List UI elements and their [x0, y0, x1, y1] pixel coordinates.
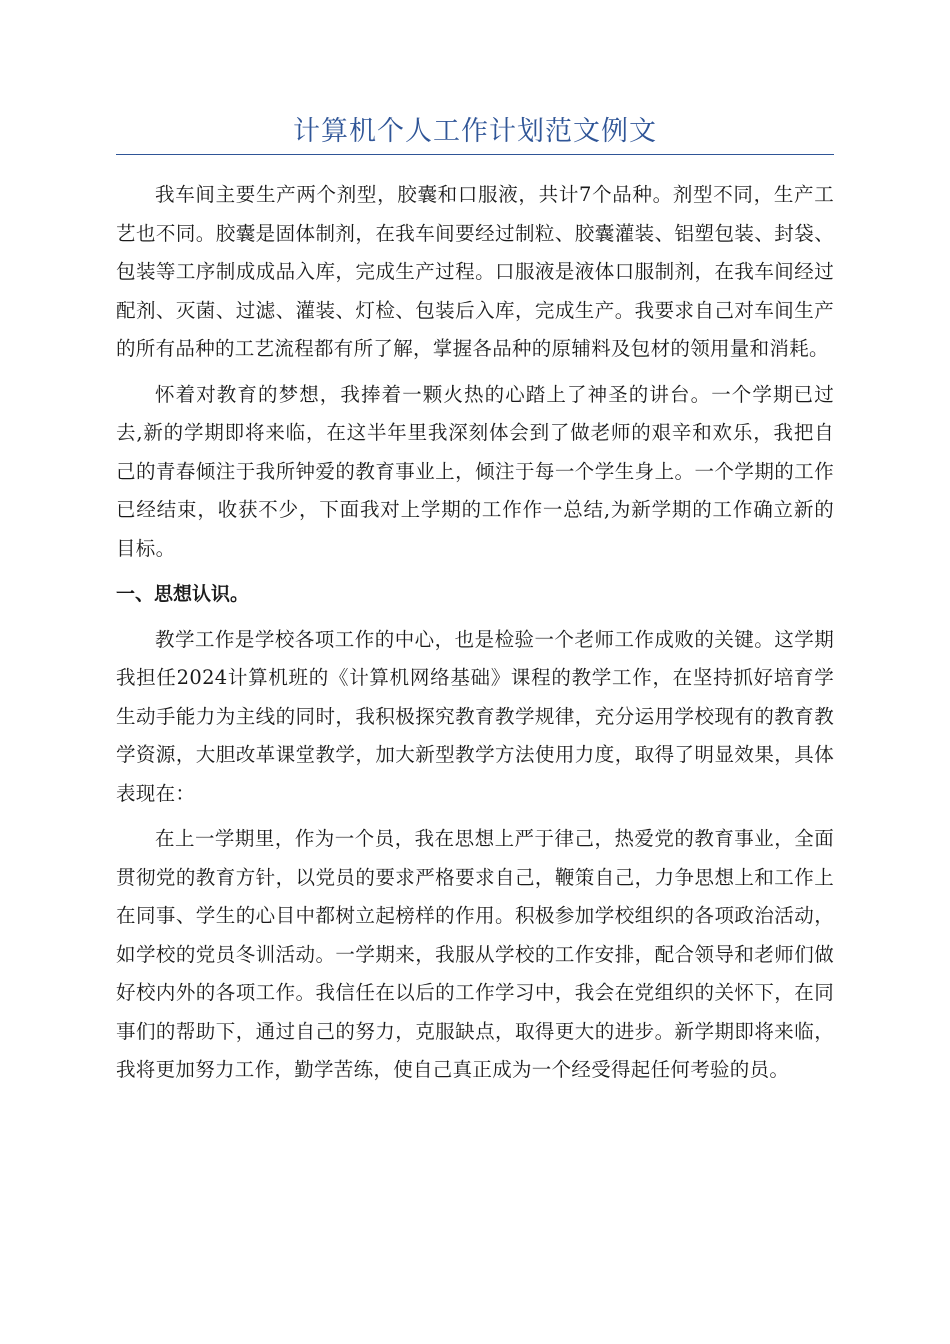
section-heading: 一、思想认识。 — [116, 583, 250, 605]
paragraph: 在上一学期里，作为一个员，我在思想上严于律己，热爱党的教育事业，全面贯彻党的教育方针，以党员的要求严格要求自己，鞭策自己，力争思想上和工作上在同事、学生的心目中都树立起榜样的作用。积极参加学校组织的各项政治活动，如学校的党员冬训活动。一学期来，我服从学校的工作安排，配合领导和老师们做好校内外的各项工作。我信任在以后的工作学习中，我会在党组织的关怀下，在同事们的帮助下，通过自己的努力，克服缺点，取得更大的进步。新学期即将来临，我将更加努力工作，勤学苦练，使自己真正成为一个经受得起任何考验的员。 — [116, 827, 834, 1081]
paragraph: 怀着对教育的梦想，我捧着一颗火热的心踏上了神圣的讲台。一个学期已过去,新的学期即将来临，在这半年里我深刻体会到了做老师的艰辛和欢乐，我把自己的青春倾注于我所钟爱的教育事业上，倾注于每一个学生身上。一个学期的工作已经结束，收获不少，下面我对上学期的工作作一总结,为新学期的工作确立新的目标。 — [116, 382, 834, 560]
paragraph: 我车间主要生产两个剂型，胶囊和口服液，共计7个品种。剂型不同，生产工艺也不同。胶囊是固体制剂，在我车间要经过制粒、胶囊灌装、铝塑包装、封袋、包装等工序制成成品入库，完成生产过程。口服液是液体口服制剂，在我车间经过配剂、灭菌、过滤、灌装、灯检、包装后入库，完成生产。我要求自己对车间生产的所有品种的工艺流程都有所了解，掌握各品种的原辅料及包材的领用量和消耗。 — [116, 183, 834, 360]
paragraph: 教学工作是学校各项工作的中心，也是检验一个老师工作成败的关键。这学期我担任2024计算机班的《计算机网络基础》课程的教学工作，在坚持抓好培育学生动手能力为主线的同时，我积极探究教育教学规律，充分运用学校现有的教育教学资源，大胆改革课堂教学，加大新型教学方法使用力度，取得了明显效果，具体表现在： — [116, 627, 834, 805]
document-body — [116, 176, 834, 1090]
document-page — [116, 112, 834, 1097]
document-title: 计算机个人工作计划范文例文 — [116, 112, 834, 155]
